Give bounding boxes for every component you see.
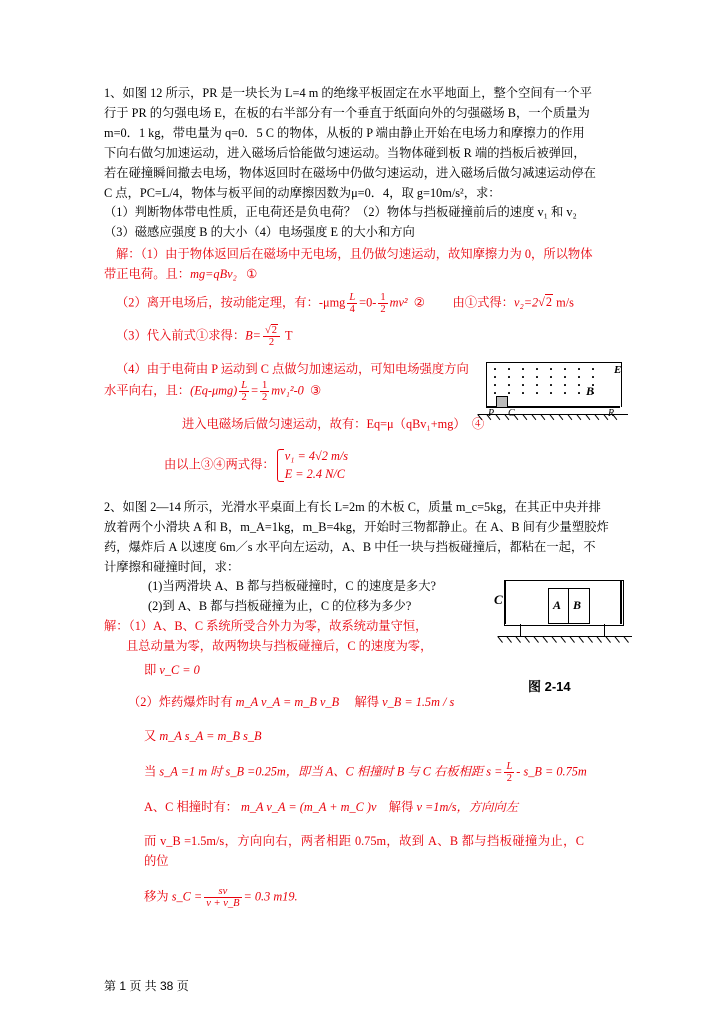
figure-label-B: B bbox=[586, 384, 595, 398]
page-footer: 第 1 页 共 38 页 bbox=[104, 979, 189, 993]
left-baffle bbox=[504, 580, 506, 624]
p1-sol-text: （3）代入前式①求得： bbox=[116, 328, 246, 343]
p1-sol-text: 由①式得： bbox=[452, 295, 514, 310]
p1-line: 若在碰撞瞬间撤去电场，物体返回时在磁场中仍做匀速运动，进入磁场后做匀减速运动停在 bbox=[104, 165, 596, 180]
p2-sol-line bbox=[144, 798, 620, 818]
figure2-label-B: B bbox=[573, 598, 582, 612]
p1-sol-line: 解：（1）由于物体返回后在磁场中无电场，且仍做匀速运动，故知摩擦力为 0，所以物体 bbox=[116, 247, 593, 262]
p1-sol-text: （2）离开电场后，按动能定理，有：-μmg bbox=[116, 295, 346, 310]
p1-formula: mv₁²-0 bbox=[271, 383, 304, 398]
p2-sol-text: A、C 相撞时有： bbox=[144, 799, 238, 814]
p1-sol-text: 进入电磁场后做匀速运动，故有：Eq=μ（qBv₁+mg） bbox=[182, 417, 466, 432]
p1-line: 1、如图 12 所示，PR 是一块长为 L=4 m 的绝缘平板固定在水平地面上，整个空间有一个平 bbox=[104, 86, 592, 100]
fraction-denominator: v + v_B bbox=[206, 897, 240, 909]
p2-sol-line: 而 v_B =1.5m/s，方向向右，两者相距 0.75m，故到 A、B 都与挡板碰撞为止，C 的位 bbox=[144, 833, 584, 868]
p1-sol-text: v₂=2 bbox=[513, 295, 539, 310]
p1-eq-tag: ① bbox=[246, 267, 258, 282]
p2-sol-text: （2）炸药爆炸时有 bbox=[128, 695, 233, 709]
p2-line: 2、如图 2—14 所示，光滑水平桌面上有长 L=2m 的木板 C，质量 m_c=5kg，在其正中央并排 bbox=[104, 499, 601, 514]
fraction-L-2: $\frac{L}{2}$ bbox=[241, 380, 248, 404]
right-baffle bbox=[620, 580, 622, 624]
p1-sol-unit: m/s bbox=[556, 295, 574, 310]
fraction-numerator: sv bbox=[218, 885, 228, 897]
p1-eq-tag: ② bbox=[413, 295, 425, 310]
p2-formula-text: v_C = 0 bbox=[159, 663, 200, 678]
p1-sol-line bbox=[104, 380, 484, 403]
p2-question: (1)当两滑块 A、B 都与挡板碰撞时，C 的速度是多大? bbox=[148, 579, 436, 594]
p1-sol-text: mv² bbox=[389, 295, 408, 310]
p1-line: C 点，PC=L/4，物体与板平间的动摩擦因数为μ=0．4，取 g=10m/s²，求： bbox=[104, 185, 501, 200]
p2-sol-line bbox=[144, 886, 620, 909]
p1-sol-text: 由以上③④两式得： bbox=[164, 457, 275, 472]
p1-question: （1）判断物体带电性质，正电荷还是负电荷？（2）物体与挡板碰撞前后的速度 v₁ 和 v₂ bbox=[104, 205, 577, 220]
brace-group bbox=[275, 447, 348, 484]
figure-label-E: E bbox=[614, 364, 622, 376]
p2-formula: v_B = 1.5m / s bbox=[382, 695, 455, 709]
p1-line: m=0．1 kg，带电量为 q=0．5 C 的物体，从板的 P 端由静止开始在电场力和摩擦力的作用 bbox=[104, 125, 585, 140]
p2-sol-text: 即 bbox=[144, 663, 157, 678]
p2-sol-text: 解得 bbox=[354, 695, 380, 709]
ground-hatching bbox=[478, 414, 628, 423]
p1-sol-line: （4）由于电荷由 P 运动到 C 点做匀加速运动，可知电场强度方向 bbox=[116, 362, 469, 377]
p2-sol-text: 解得 bbox=[388, 799, 414, 814]
p1-formula: (Eq-μmg) bbox=[190, 383, 238, 398]
p2-formula: = 0.3 m19. bbox=[243, 888, 298, 903]
p2-formula: m_A v_A = (m_A + m_C )v bbox=[241, 799, 377, 814]
p1-eq-tag: ③ bbox=[309, 383, 322, 398]
figure2-label-C: C bbox=[494, 592, 503, 607]
p1-sol-line bbox=[116, 325, 620, 348]
p1-final-line: E = 2.4 N/C bbox=[284, 467, 345, 482]
p1-question: （3）磁感应强度 B 的大小（4）电场强度 E 的大小和方向 bbox=[104, 225, 415, 240]
figure2-label-A: A bbox=[553, 598, 562, 612]
p1-sol-text: =0- bbox=[359, 295, 377, 310]
p2-formula: m_A s_A = m_B s_B bbox=[159, 728, 262, 743]
document-body bbox=[104, 84, 620, 909]
p1-sol-text: 水平向右，且： bbox=[104, 383, 191, 398]
p2-sol-text: s_A =1 m 时 s_B =0.25m，即当 A、C 相撞时 B 与 C 右板相距 bbox=[159, 764, 484, 779]
p2-sol-line bbox=[128, 693, 620, 713]
p2-line: 计摩擦和碰撞时间，求： bbox=[104, 559, 240, 574]
p2-line: 放着两个小滑块 A 和 B，m_A=1kg，m_B=4kg，开始时三物都静止。在 A、B 间有少量塑胶炸 bbox=[104, 519, 609, 534]
p1-final-line: v₁ = 4√2 m/s bbox=[284, 448, 349, 463]
fraction-1-2b: $\frac{1}{2}$ bbox=[262, 380, 268, 404]
sqrt-2: √2 bbox=[538, 295, 553, 310]
p1-line: 行于 PR 的匀强电场 E，在板的右半部分有一个垂直于纸面向外的匀强磁场 B，一个质量为 bbox=[104, 105, 590, 120]
fraction-sqrt2-2: $\frac{√2}{2}$ bbox=[263, 325, 280, 348]
support-leg bbox=[604, 624, 605, 636]
p2-formula bbox=[159, 663, 199, 677]
p1-sol-text: B= bbox=[245, 328, 261, 343]
p1-eq-tag: ④ bbox=[471, 417, 485, 432]
p1-sol-final bbox=[164, 447, 620, 484]
fraction-sv bbox=[204, 886, 241, 909]
p2-question: (2)到 A、B 都与挡板碰撞为止，C 的位移为多少? bbox=[148, 599, 412, 614]
p2-sol-text: 当 bbox=[144, 764, 157, 779]
problem1-statement bbox=[104, 84, 620, 243]
figure-label-R: R bbox=[608, 408, 615, 419]
p2-formula: - s_B = 0.75m bbox=[516, 764, 587, 779]
figure-label-P: P bbox=[488, 408, 495, 419]
figure-label-C: C bbox=[508, 408, 515, 419]
p1-sol-text: 带正电荷。且： bbox=[104, 267, 191, 282]
support-leg bbox=[520, 624, 521, 636]
p2-sol-text: 又 bbox=[144, 728, 157, 743]
p1-sol-unit: T bbox=[285, 328, 293, 343]
fraction-L-4: $\frac{L}{4}$ bbox=[349, 292, 356, 316]
p2-sol-line: 解：（1）A、B、C 系统所受合外力为零，故系统动量守恒， bbox=[104, 619, 428, 634]
p2-line: 药，爆炸后 A 以速度 6m／s 水平向左运动，A、B 中任一块与挡板碰撞后，都粘在一起，不 bbox=[104, 539, 596, 554]
p1-sol-line bbox=[116, 292, 620, 315]
fraction-L-2c: $\frac{L}{2}$ bbox=[506, 760, 513, 784]
p1-sol-text: = bbox=[251, 383, 259, 398]
p2-formula: s_C = bbox=[171, 888, 203, 903]
p2-sol-text: 移为 bbox=[144, 888, 169, 903]
block-object bbox=[496, 396, 508, 408]
p2-formula: s = bbox=[486, 764, 503, 779]
fraction-1-2: $\frac{1}{2}$ bbox=[380, 292, 386, 316]
p2-formula: m_A v_A = m_B v_B bbox=[235, 695, 340, 709]
p2-sol-line bbox=[144, 727, 620, 747]
p1-line: 下向右做匀加速运动，进入磁场后恰能做匀速运动。当物体碰到板 R 端的挡板后被弹回， bbox=[104, 145, 586, 160]
figure2-caption: 图 2-14 bbox=[528, 679, 571, 694]
p1-formula: mg=qBv₂ bbox=[190, 267, 237, 282]
p2-sol-line: 且总动量为零，故两物块与挡板碰撞后，C 的速度为零， bbox=[126, 639, 433, 654]
figure-12-diagram bbox=[478, 362, 628, 438]
p1-sol-line bbox=[104, 265, 620, 285]
ground-hatching-2 bbox=[498, 636, 632, 645]
p2-sol-line bbox=[144, 761, 620, 784]
figure-2-14-diagram bbox=[494, 578, 632, 662]
p2-formula: v =1m/s，方向向左 bbox=[416, 799, 519, 814]
